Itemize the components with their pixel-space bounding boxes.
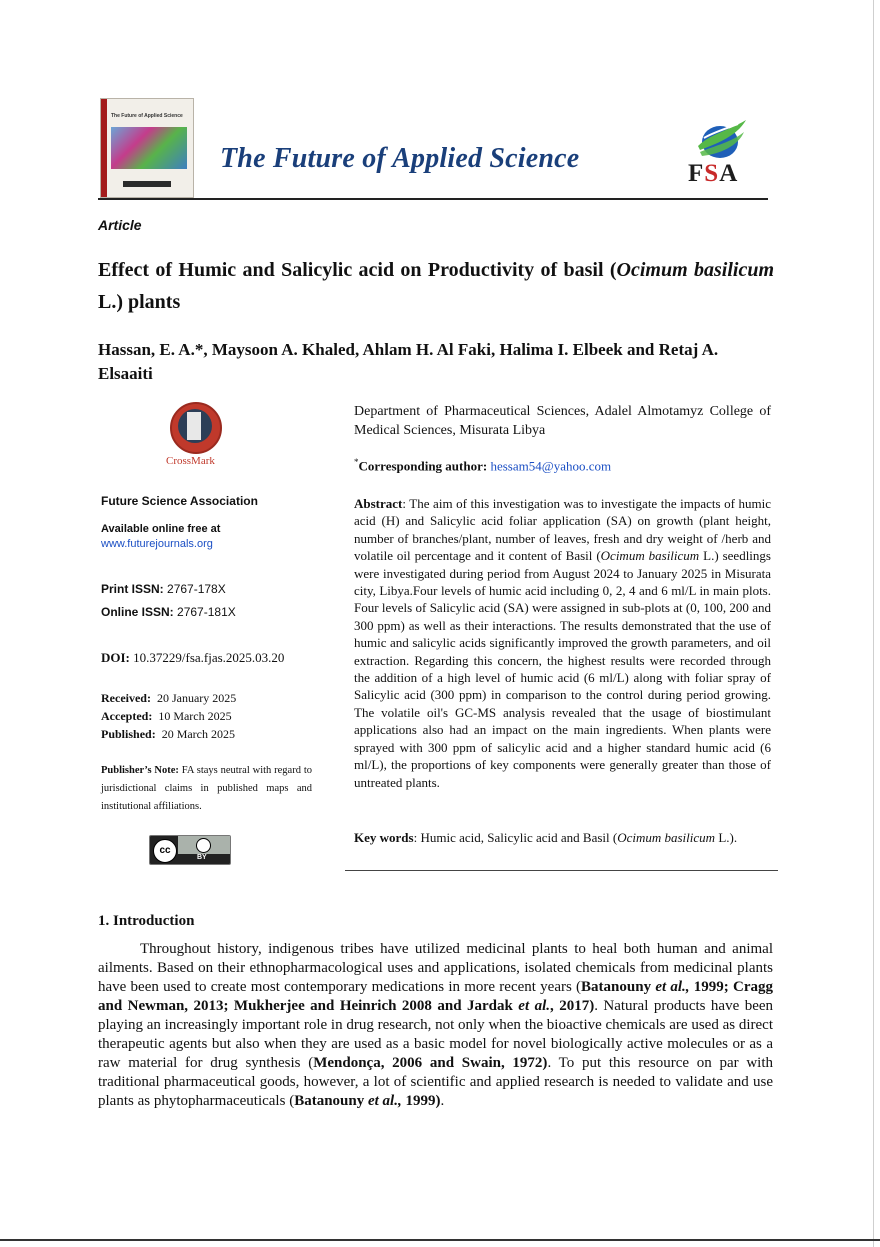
- fsa-logo-text: FSA: [688, 160, 739, 187]
- publisher-note: Publisher’s Note: FA stays neutral with regard to jurisdictional claims in published maps and institutional affiliations.: [101, 765, 313, 812]
- print-issn: Print ISSN: 2767-178X: [101, 582, 226, 596]
- attribution-person-icon: [196, 838, 211, 853]
- online-issn: Online ISSN: 2767-181X: [101, 605, 236, 619]
- section-heading-introduction: 1. Introduction: [98, 913, 195, 929]
- affiliation: Department of Pharmaceutical Sciences, Adalel Almotamyz College of Medical Sciences, Misurata Libya: [354, 404, 771, 438]
- association-name: Future Science Association: [101, 494, 258, 508]
- author-list: Hassan, E. A.*, Maysoon A. Khaled, Ahlam H. Al Faki, Halima I. Elbeek and Retaj A. Elsaaiti: [98, 340, 719, 383]
- journal-title: The Future of Applied Science: [220, 143, 580, 174]
- keywords: Key words: Humic acid, Salicylic acid and Basil (Ocimum basilicum L.).: [354, 830, 738, 845]
- corresponding-author: *Corresponding author: hessam54@yahoo.com: [354, 457, 612, 474]
- cover-image: [111, 127, 187, 169]
- article-type: Article: [98, 217, 142, 233]
- creative-commons-icon: cc: [153, 839, 177, 863]
- available-online-label: Available online free at: [101, 523, 221, 535]
- crossmark-badge[interactable]: [160, 402, 230, 472]
- journal-cover-thumbnail: [100, 98, 194, 198]
- abstract: Abstract: The aim of this investigation was to investigate the impacts of humic acid (H) and Salicylic acid foliar application (SA) on growth (plant height, number of branches/plant, number of leaves, fresh and dry weight of /herb and volatile oil percentage and it content of Basil (Ocimum basilicum L.) seedlings were investigated during period from August 2024 to January 2025 in Misurata city, Libya.Four levels of humic acid including 0, 2, 4 and 6 ml/L in main plots. Four levels of Salicylic acid (SA) were assigned in sub-plots at (0, 100, 200 and 300 ppm) as well as their interactions. The results demonstrated that the use of humic and salicylic acids significantly improved the growth parameters, and oil extraction. Regarding this concern, the highest results were recorded through the addition of a high level of humic acid (6 ml/L) along with foliar spray of Salicylic acid (300 ppm) in comparison to the control during period growing. The volatile oil's GC-MS analysis revealed that the usage of biostimulant applications also had an impact on the main ingredients. When plants were sprayed with 300 ppm of salicylic acid and a higher standard humic acid (6 ml/L), the proportions of key components were generally greater than those of untreated plants.: [354, 496, 771, 790]
- page-bottom-edge: [0, 1239, 880, 1241]
- doi-link[interactable]: 10.37229/fsa.fjas.2025.03.20: [133, 650, 285, 665]
- header-divider: [98, 198, 768, 200]
- page-edge: [873, 0, 874, 1247]
- cc-by-license-badge[interactable]: [149, 835, 231, 865]
- journal-website-link[interactable]: www.futurejournals.org: [101, 538, 213, 550]
- corresponding-email-link[interactable]: hessam54@yahoo.com: [490, 458, 612, 474]
- cover-band: [123, 181, 171, 187]
- crossmark-ribbon: [187, 412, 201, 440]
- published-date: Published: 20 March 2025: [101, 727, 236, 741]
- keywords-divider: [345, 870, 778, 871]
- cover-title: The Future of Applied Science: [111, 113, 183, 119]
- fsa-globe-icon: [686, 112, 756, 162]
- crossmark-label: CrossMark: [166, 455, 215, 467]
- received-date: Received: 20 January 2025: [101, 691, 237, 705]
- paper-title: Effect of Humic and Salicylic acid on Productivity of basil (Ocimum basilicum L.) plants: [98, 259, 775, 313]
- accepted-date: Accepted: 10 March 2025: [101, 709, 232, 723]
- fsa-logo: [686, 112, 756, 190]
- cover-stripe: [101, 99, 107, 197]
- doi: DOI: 10.37229/fsa.fjas.2025.03.20: [101, 650, 285, 665]
- introduction-paragraph: Throughout history, indigenous tribes have utilized medicinal plants to heal both human and animal ailments. Based on their ethnopharmacological uses and applications, isolated chemicals from medicinal plants have been used to create most contemporary medications in more recent years (Batanouny et al., 1999; Cragg and Newman, 2013; Mukherjee and Heinrich 2008 and Jardak et al., 2017). Natural products have been playing an increasingly important role in drug research, not only when the bioactive chemicals are used as direct therapeutic agents but also when they are used as a basic model for novel biologically active molecules or as a raw material for drug synthesis (Mendonça, 2006 and Swain, 1972). To put this resource on par with traditional pharmaceutical goods, however, a lot of scientific and applied research is needed to validate and use plants as phytopharmaceuticals (Batanouny et al., 1999).: [98, 941, 774, 1109]
- license-by-label: BY: [197, 854, 207, 861]
